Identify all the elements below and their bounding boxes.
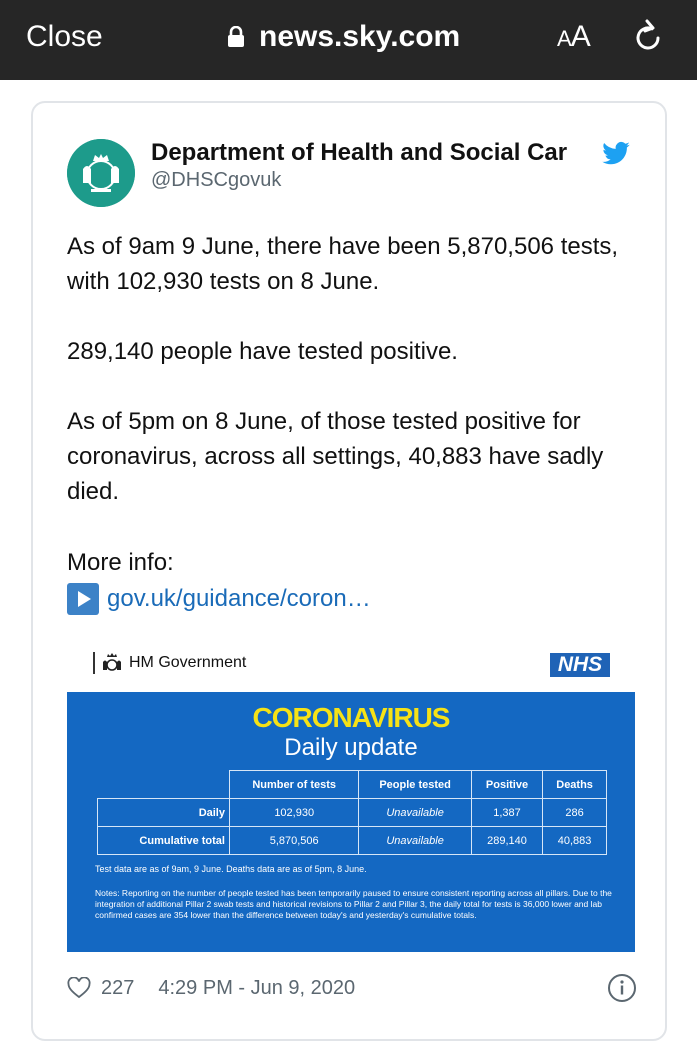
data-notes: Notes: Reporting on the number of people tested has been temporarily paused to ensure consistent reporting across all pillars. Due to the integration of additional Pillar 2 swab tests and historical revisions to Pillar 2 and Pillar 3, the daily total for tests is 36,000 lower and lab confirmed cases are 354 lower than the difference between today's and yesterday's cumulative totals. (95, 888, 612, 920)
table-cell: 5,870,506 (229, 827, 358, 855)
row-label: Daily (98, 799, 230, 827)
like-count[interactable]: 227 (101, 976, 135, 999)
twitter-bird-icon[interactable] (601, 141, 631, 167)
table-header: Positive (471, 771, 542, 799)
stats-table (97, 770, 607, 855)
tweet-image[interactable] (67, 640, 635, 952)
info-icon[interactable] (607, 973, 637, 1003)
table-cell: 1,387 (471, 799, 542, 827)
data-footnote: Test data are as of 9am, 9 June. Deaths data are as of 5pm, 8 June. (95, 864, 367, 874)
lock-icon (227, 26, 245, 48)
address-bar[interactable] (227, 18, 460, 56)
table-row (98, 827, 607, 855)
author-handle[interactable]: @DHSCgovuk (151, 169, 282, 191)
reload-icon[interactable] (632, 18, 664, 54)
table-cell: Unavailable (359, 827, 471, 855)
text-size-button[interactable]: AA (557, 20, 590, 53)
table-cell: 102,930 (229, 799, 358, 827)
table-cell: Unavailable (359, 799, 471, 827)
table-row (98, 799, 607, 827)
tweet-paragraph: As of 9am 9 June, there have been 5,870,506 tests, with 102,930 tests on 8 June. (67, 233, 619, 295)
hm-government-text: HM Government (129, 654, 247, 671)
daily-update-subtitle: Daily update (284, 734, 418, 761)
author-name[interactable]: Department of Health and Social Car (151, 139, 568, 166)
url-text: news.sky.com (259, 20, 461, 53)
avatar[interactable] (67, 139, 135, 207)
tweet-card[interactable] (31, 101, 667, 1041)
more-info-label: More info: (67, 549, 174, 576)
tweet-footer (67, 971, 637, 1005)
tweet-timestamp[interactable]: 4:29 PM - Jun 9, 2020 (158, 976, 356, 999)
nhs-logo: NHS (550, 653, 610, 677)
table-header: Number of tests (229, 771, 358, 799)
table-header: Deaths (543, 771, 607, 799)
heart-icon[interactable] (67, 977, 91, 999)
browser-toolbar (0, 0, 697, 80)
tweet-paragraph: As of 5pm on 8 June, of those tested positive for coronavirus, across all settings, 40,883 have sadly died. (67, 408, 604, 505)
guidance-link[interactable] (67, 581, 371, 616)
tweet-paragraph: 289,140 people have tested positive. (67, 338, 458, 365)
play-button-icon (67, 583, 99, 615)
table-header: People tested (359, 771, 471, 799)
table-corner (98, 771, 230, 799)
table-header-row (98, 771, 607, 799)
link-text[interactable]: gov.uk/guidance/coron… (107, 585, 371, 612)
table-cell: 40,883 (543, 827, 607, 855)
coronavirus-title: CORONAVIRUS (252, 702, 450, 733)
royal-crest-icon (101, 652, 123, 674)
table-cell: 286 (543, 799, 607, 827)
tweet-text (67, 229, 647, 544)
daily-update-panel (67, 692, 635, 952)
close-button[interactable]: Close (26, 20, 103, 53)
table-cell: 289,140 (471, 827, 542, 855)
hm-government-logo (93, 652, 246, 674)
row-label: Cumulative total (98, 827, 230, 855)
